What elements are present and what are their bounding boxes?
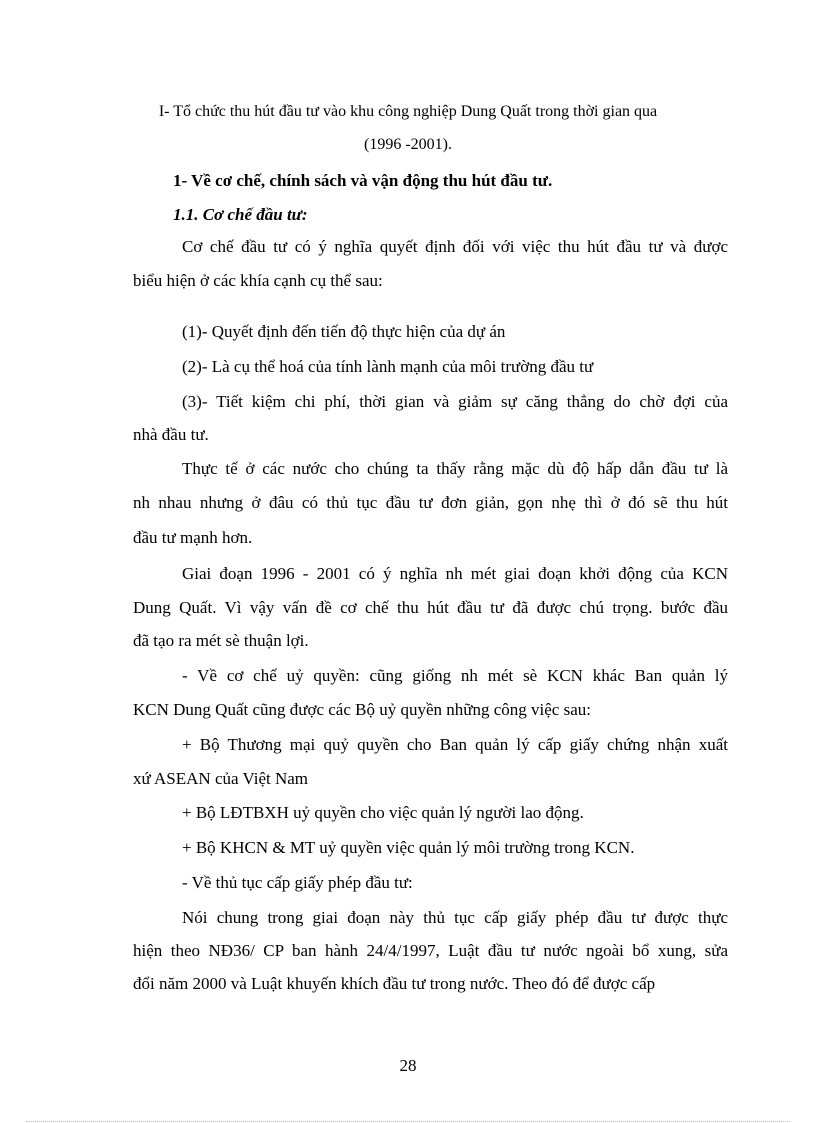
heading-line-1: I- Tổ chức thu hút đầu tư vào khu công nghiệp Dung Quất trong thời gian qua xyxy=(158,103,658,120)
paragraph-line: nh nhau nhưng ở đâu có thủ tục đầu tư đơn giản, gọn nhẹ thì ở đó sẽ thu hút xyxy=(133,493,728,512)
paragraph-line: đã tạo ra mét sè thuận lợi. xyxy=(133,631,309,650)
list-item: (2)- Là cụ thể hoá của tính lành mạnh của môi trường đầu tư xyxy=(182,357,594,376)
paragraph-line: + Bộ LĐTBXH uỷ quyền cho việc quản lý người lao động. xyxy=(182,803,584,822)
section-1-1-title: 1.1. Cơ chế đầu tư: xyxy=(173,205,308,224)
paragraph-line: xứ ASEAN của Việt Nam xyxy=(133,769,309,788)
paragraph-line: Cơ chế đầu tư có ý nghĩa quyết định đối với việc thu hút đầu tư và được xyxy=(182,237,728,256)
paragraph-line: đầu tư mạnh hơn. xyxy=(133,528,253,547)
paragraph-line: nhà đầu tư. xyxy=(133,425,209,444)
paragraph-line: hiện theo NĐ36/ CP ban hành 24/4/1997, Luật đầu tư nước ngoài bổ xung, sửa xyxy=(133,941,728,960)
paragraph-line: Nói chung trong giai đoạn này thủ tục cấp giấy phép đầu tư được thực xyxy=(182,908,728,927)
paragraph-line: Dung Quất. Vì vậy vấn đề cơ chế thu hút đầu tư đã được chú trọng. bước đầu xyxy=(133,598,728,617)
heading-line-2: (1996 -2001). xyxy=(364,136,452,153)
paragraph-line: biểu hiện ở các khía cạnh cụ thể sau: xyxy=(133,271,383,290)
bottom-divider xyxy=(26,1121,790,1122)
paragraph-line: Thực tế ở các nước cho chúng ta thấy rằng mặc dù độ hấp dẫn đầu tư là xyxy=(182,459,728,478)
list-item: (3)- Tiết kiệm chi phí, thời gian và giảm sự căng thẳng do chờ đợi của xyxy=(182,392,728,411)
paragraph-line: + Bộ KHCN & MT uỷ quyền việc quản lý môi trường trong KCN. xyxy=(182,838,635,857)
paragraph-line: KCN Dung Quất cũng được các Bộ uỷ quyền những công việc sau: xyxy=(133,700,591,719)
paragraph-line: đổi năm 2000 và Luật khuyến khích đầu tư trong nước. Theo đó để được cấp xyxy=(133,974,656,993)
list-item: (1)- Quyết định đến tiến độ thực hiện của dự án xyxy=(182,322,506,341)
page-number: 28 xyxy=(399,1056,417,1075)
paragraph-line: - Về cơ chế uỷ quyền: cũng giống nh mét sè KCN khác Ban quản lý xyxy=(182,666,728,685)
paragraph-line: Giai đoạn 1996 - 2001 có ý nghĩa nh mét giai đoạn khởi động của KCN xyxy=(182,564,728,583)
section-1-title: 1- Về cơ chế, chính sách và vận động thu hút đầu tư. xyxy=(173,171,553,190)
paragraph-line: - Về thủ tục cấp giấy phép đầu tư: xyxy=(182,873,413,892)
paragraph-line: + Bộ Thương mại quỷ quyền cho Ban quản lý cấp giấy chứng nhận xuất xyxy=(182,735,728,754)
